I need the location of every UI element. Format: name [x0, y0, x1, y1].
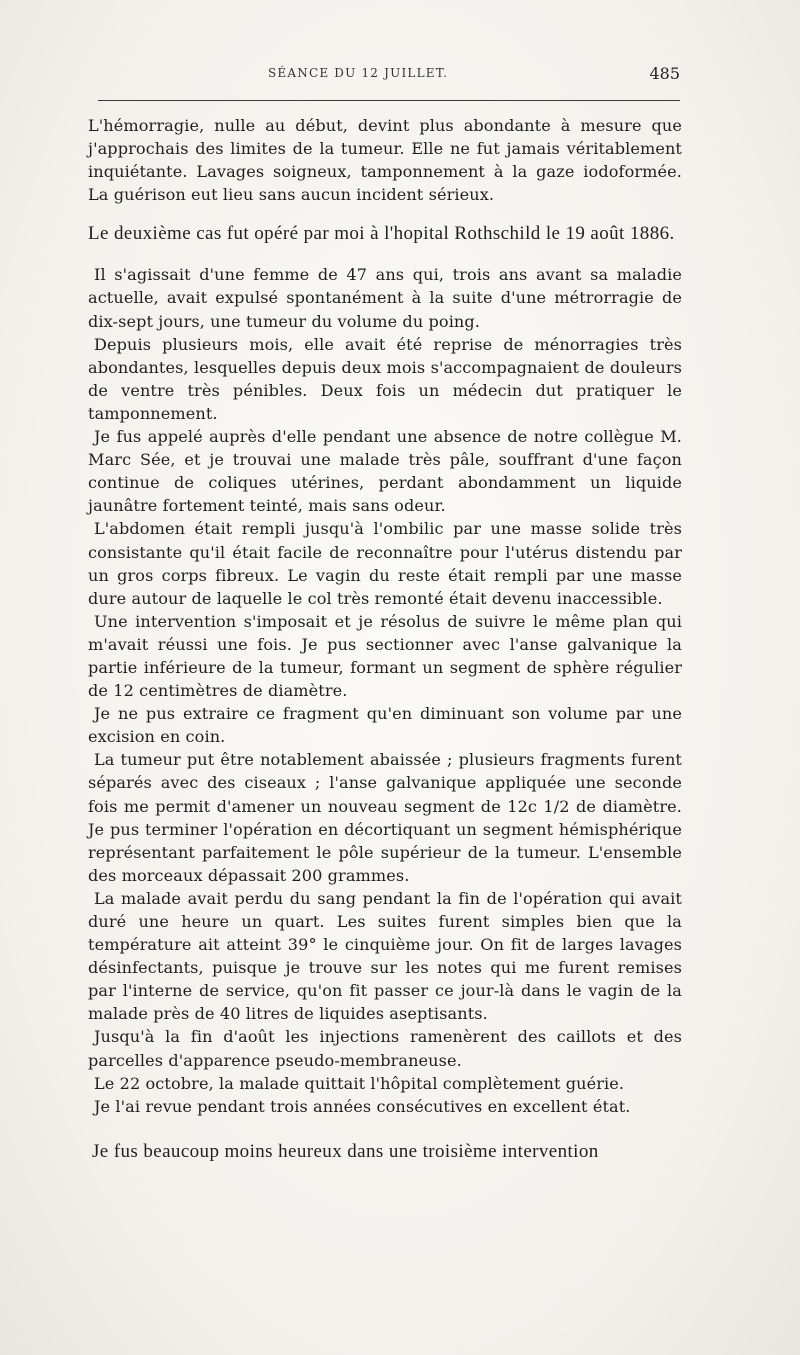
paragraph: Depuis plusieurs mois, elle avait été reprise de ménorragies très abondantes, lesquelles depuis deux mois s'accompagnaient de douleurs de ventre très pénibles. Deux fois un médecin dut pratiquer le tamponnement.: [88, 334, 682, 423]
paragraph: Jusqu'à la fin d'août les injections ramenèrent des caillots et des parcelles d'apparence pseudo-membraneuse.: [88, 1027, 682, 1070]
section-lead-paragraph: Le deuxième cas fut opéré par moi à l'hopital Rothschild le 19 août 1886.: [88, 223, 675, 245]
page-header: [98, 66, 680, 88]
body-text: [88, 114, 682, 1165]
header-rule: [98, 100, 680, 101]
paragraph: La tumeur put être notablement abaissée ; plusieurs fragments furent séparés avec des ciseaux ; l'anse galvanique appliquée une seconde fois me permit d'amener un nouveau segment de 12c 1/2 de diamètre. Je pus terminer l'opération en décortiquant un segment hémisphérique représentant parfaitement le pôle supérieur de la tumeur. L'ensemble des morceaux dépassait 200 grammes.: [88, 750, 682, 885]
page-number: 485: [649, 64, 680, 83]
paragraph: Je l'ai revue pendant trois années consécutives en excellent état.: [94, 1096, 631, 1116]
closing-paragraph: Je fus beaucoup moins heureux dans une troisième intervention: [92, 1140, 599, 1162]
paragraph: Je ne pus extraire ce fragment qu'en diminuant son volume par une excision en coin.: [88, 704, 682, 747]
paragraph: L'hémorragie, nulle au début, devint plus abondante à mesure que j'approchais des limites de la tumeur. Elle ne fut jamais véritablement inquiétante. Lavages soigneux, tamponnement à la gaze iodoformée. La guérison eut lieu sans aucun incident sérieux.: [88, 116, 682, 205]
paragraph: Il s'agissait d'une femme de 47 ans qui, trois ans avant sa maladie actuelle, avait expulsé spontanément à la suite d'une métrorragie de dix-sept jours, une tumeur du volume du poing.: [88, 265, 682, 331]
paragraph: La malade avait perdu du sang pendant la fin de l'opération qui avait duré une heure un quart. Les suites furent simples bien que la température ait atteint 39° le cinquième jour. On fit de larges lavages désinfectants, puisque je trouve sur les notes qui me furent remises par l'interne de service, qu'on fit passer ce jour-là dans le vagin de la malade près de 40 litres de liquides aseptisants.: [88, 888, 682, 1024]
paragraph: Je fus appelé auprès d'elle pendant une absence de notre collègue M. Marc Sée, et je trouvai une malade très pâle, souffrant d'une façon continue de coliques utérines, perdant abondamment un liquide jaunâtre fortement teinté, mais sans odeur.: [88, 427, 682, 516]
paragraph: Le 22 octobre, la malade quittait l'hôpital complètement guérie.: [94, 1073, 625, 1093]
running-head: SÉANCE DU 12 JUILLET.: [268, 66, 449, 80]
paragraph: L'abdomen était rempli jusqu'à l'ombilic par une masse solide très consistante qu'il était facile de reconnaître pour l'utérus distendu par un gros corps fibreux. Le vagin du reste était rempli par une masse dure autour de laquelle le col très remonté était devenu inaccessible.: [88, 519, 682, 608]
paragraph: Une intervention s'imposait et je résolus de suivre le même plan qui m'avait réussi une fois. Je pus sectionner avec l'anse galvanique la partie inférieure de la tumeur, formant un segment de sphère régulier de 12 centimètres de diamètre.: [88, 611, 682, 701]
